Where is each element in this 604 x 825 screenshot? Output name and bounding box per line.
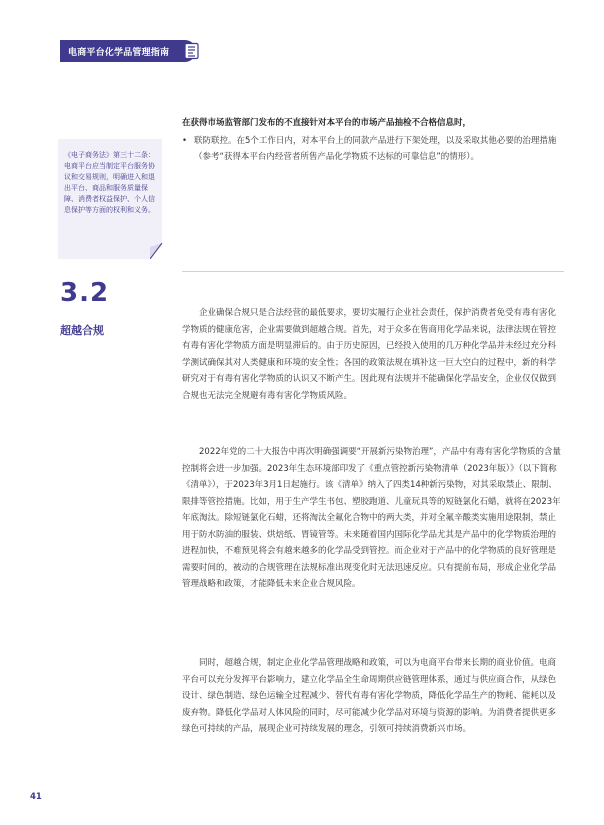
document-list-icon [183,42,201,60]
bullet-text: 联防联控。在5个工作日内，对本平台上的同款产品进行下架处理，以及采取其他必要的治理措施（参考“获得本平台内经营者所售产品化学物质不达标的可靠信息”的情形）。 [194,136,557,162]
paragraph-1: 企业确保合规只是合法经营的最低要求，要切实履行企业社会责任，保护消费者免受有毒有害化学物质的健康危害，企业需要做到超越合规。首先，对于众多在售商用化学品来说，法律法规在管控有毒有害化学物质方面是明显滞后的。由于历史原因，已经投入使用的几万种化学品并未经过充分科学测试确保其对人类健康和环境的安全性；各国的政策法规在填补这一巨大空白的过程中，新的科学研究对于有毒有害化学物质的认识又不断产生。因此现有法规并不能确保化学品安全，企业仅仅做到合规也无法完全规避有毒有害化学物质风险。 [182,308,557,401]
bullet-mark: • [182,136,188,146]
page-number: 41 [30,792,42,802]
sidebar-note-text: 《电子商务法》第三十二条：电商平台应当制定平台服务协议和交易规则，明确进入和退出平台、商品和服务质量保障、消费者权益保护、个人信息保护等方面的权利和义务。 [64,151,155,214]
intro-line: 在获得市场监管部门发布的不直接针对本平台的市场产品抽检不合格信息时， [182,118,472,128]
section-number: 3.2 [60,278,110,308]
paragraph-2: 2022年党的二十大报告中再次明确强调要“开展新污染物治理”，产品中有毒有害化学物质的含量控制将会进一步加强。2023年生态环境部印发了《重点管控新污染物清单（2023年版）》（以下简称《清单》），于2023年3月1日起施行。该《清单》纳入了四类14种新污染物，对其采取禁止、限制、限排等管控措施。比如，用于生产学生书包、塑胶跑道、儿童玩具等的短链氯化石蜡，就将在2023年年底淘汰。除短链氯化石蜡，还将淘汰全氟化合物中的两大类，并对全氟辛酸类实施用途限制，禁止用于防水防油的服装、烘焙纸、胃镜管等。未来随着国内国际化学品尤其是产品中的化学物质治理的进程加快，不难预见将会有越来越多的化学品受到管控。而企业对于产品中的化学物质的良好管理是需要时间的，被动的合规管理在法规标准出现变化时无法迅速反应。只有提前布局，形成企业化学品管理战略和政策，才能降低未来企业合规风险。 [182,447,561,589]
header-title: 电商平台化学品管理指南 [68,48,170,58]
section-divider [182,271,564,272]
section-title: 超越合规 [60,324,104,337]
folded-corner-icon [150,243,164,259]
paragraph-3: 同时，超越合规，制定企业化学品管理战略和政策，可以为电商平台带来长期的商业价值。电商平台可以充分发挥平台影响力，建立化学品全生命周期供应链管理体系，通过与供应商合作，从绿色设计、绿色制造、绿色运输全过程减少、替代有毒有害化学物质，降低化学品生产的物耗、能耗以及废弃物。降低化学品对人体风险的同时，尽可能减少化学品对环境与资源的影响。为消费者提供更多绿色可持续的产品，展现企业可持续发展的理念，引领可持续消费新兴市场。 [182,658,557,734]
